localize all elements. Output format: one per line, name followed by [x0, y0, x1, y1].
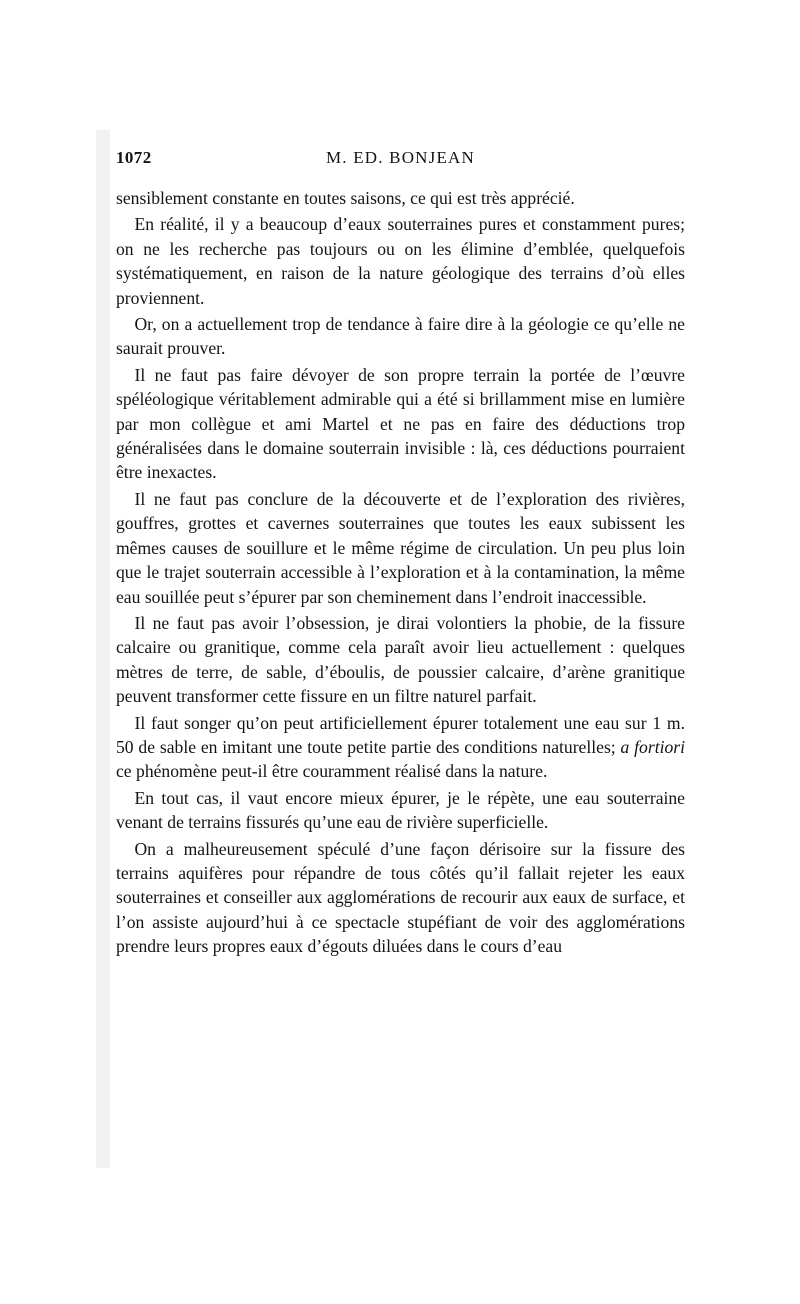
- paragraph-7-italic-phrase: a fortiori: [620, 736, 685, 757]
- paragraph-4: Il ne faut pas faire dévoyer de son propre terrain la portée de l’œuvre spéléologique véritablement admirable qui a été si brillamment mise en lumière par mon collègue et ami Martel et ne pas en faire des déductions trop généralisées dans le domaine souterrain invisible : là, ces déductions pourraient être inexactes.: [116, 364, 685, 483]
- paragraph-7-text-before: Il faut songer qu’on peut artificiellement épurer totalement une eau sur 1 m. 50 de sable en imitant une toute petite partie des conditions naturelles;: [116, 712, 685, 757]
- paragraph-2: En réalité, il y a beaucoup d’eaux souterraines pures et constamment pures; on ne les recherche pas toujours ou on les élimine d’emblée, quelquefois systématiquement, en raison de la nature géologique des terrains d’où elles proviennent.: [116, 214, 685, 308]
- paragraph-6: Il ne faut pas avoir l’obsession, je dirai volontiers la phobie, de la fissure calcaire ou granitique, comme cela paraît avoir lieu actuellement : quelques mètres de terre, de sable, d’éboulis, de poussier calcaire, d’arène granitique peuvent transformer cette fissure en un filtre naturel parfait.: [116, 612, 685, 707]
- paragraph-3: Or, on a actuellement trop de tendance à faire dire à la géologie ce qu’elle ne saurait prouver.: [116, 314, 685, 359]
- paragraph-7-text-after: ce phénomène peut-il être couramment réalisé dans la nature.: [116, 761, 548, 782]
- paragraph-1: sensiblement constante en toutes saisons, ce qui est très apprécié.: [116, 188, 575, 208]
- page-number: 1072: [116, 148, 152, 167]
- book-page: [116, 144, 685, 959]
- paragraph-9: On a malheureusement spéculé d’une façon dérisoire sur la fissure des terrains aquifères pour répandre de tous côtés qu’il fallait rejeter les eaux souterraines et conseiller aux agglomérations de recourir aux eaux de surface, et l’on assiste aujourd’hui à ce spectacle stupéfiant de voir des agglomérations prendre leurs propres eaux d’égouts diluées dans le cours d’eau: [116, 838, 685, 957]
- scan-edge-shadow: [96, 130, 110, 1168]
- paragraph-8: En tout cas, il vaut encore mieux épurer, je le répète, une eau souterraine venant de terrains fissurés qu’une eau de rivière superficielle.: [116, 787, 685, 833]
- paragraph-5: Il ne faut pas conclure de la découverte et de l’exploration des rivières, gouffres, grottes et cavernes souterraines que toutes les eaux subissent les mêmes causes de souillure et le même régime de circulation. Un peu plus loin que le trajet souterrain accessible à l’exploration et à la contamination, la même eau souillée peut s’épurer par son cheminement dans l’endroit inaccessible.: [116, 488, 685, 607]
- paragraph-7: [116, 711, 685, 784]
- body-text: [116, 186, 685, 959]
- running-head-author: M. ED. BONJEAN: [325, 148, 476, 167]
- running-head: [116, 144, 685, 174]
